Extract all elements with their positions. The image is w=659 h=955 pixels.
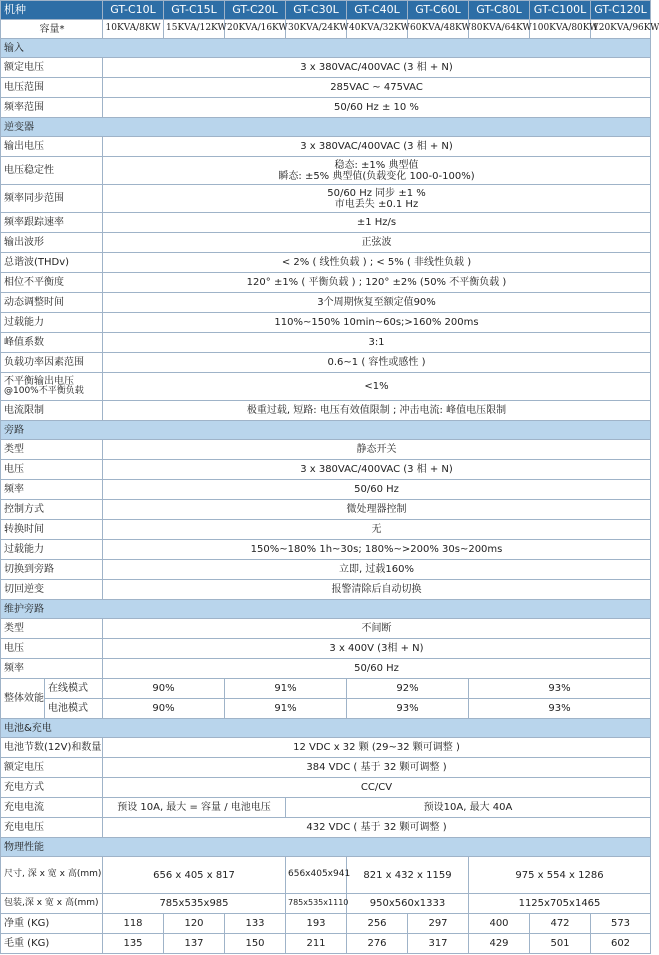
spec-value: 正弦波 bbox=[103, 233, 651, 253]
spec-row bbox=[1, 798, 651, 818]
spec-label-line: 不平衡输出电压 bbox=[4, 376, 74, 388]
spec-value: 3 x 380VAC/400VAC (3 相 + N) bbox=[103, 58, 651, 78]
efficiency-label: 整体效能 bbox=[1, 679, 45, 719]
efficiency-value: 91% bbox=[225, 679, 347, 699]
spec-label: 充电电流 bbox=[1, 798, 103, 818]
model-name: GT-C15L bbox=[164, 1, 225, 20]
net-weight-row bbox=[1, 914, 651, 934]
spec-label: 毛重 (KG) bbox=[1, 934, 103, 954]
capacity-label: 容量* bbox=[1, 20, 103, 39]
pack-value: 1125x705x1465 bbox=[469, 894, 651, 914]
model-label: 机种 bbox=[1, 1, 103, 20]
spec-value: CC/CV bbox=[103, 778, 651, 798]
spec-label: 频率同步范围 bbox=[1, 185, 103, 213]
spec-label: 额定电压 bbox=[1, 758, 103, 778]
weight-value: 137 bbox=[164, 934, 225, 954]
weight-value: 135 bbox=[103, 934, 164, 954]
spec-row bbox=[1, 273, 651, 293]
spec-row bbox=[1, 818, 651, 838]
capacity-value: 120KVA/96KW bbox=[591, 20, 651, 39]
spec-value: 50/60 Hz ± 10 % bbox=[103, 98, 651, 118]
spec-row bbox=[1, 58, 651, 78]
spec-value: 预设10A, 最大 40A bbox=[286, 798, 651, 818]
spec-label: 充电电压 bbox=[1, 818, 103, 838]
section-title: 逆变器 bbox=[1, 118, 651, 137]
spec-label: 类型 bbox=[1, 440, 103, 460]
spec-label: 尺寸, 深 x 宽 x 高(mm) bbox=[1, 857, 103, 894]
spec-label: 电压稳定性 bbox=[1, 157, 103, 185]
spec-value: 150%~180% 1h~30s; 180%~>200% 30s~200ms bbox=[103, 540, 651, 560]
spec-label: 峰值系数 bbox=[1, 333, 103, 353]
spec-row bbox=[1, 460, 651, 480]
section-title: 维护旁路 bbox=[1, 600, 651, 619]
weight-value: 400 bbox=[469, 914, 530, 934]
spec-label: 总谐波(THDv) bbox=[1, 253, 103, 273]
pack-value: 950x560x1333 bbox=[347, 894, 469, 914]
spec-row bbox=[1, 758, 651, 778]
weight-value: 150 bbox=[225, 934, 286, 954]
pack-row bbox=[1, 894, 651, 914]
spec-value: 3 x 400V (3相 + N) bbox=[103, 639, 651, 659]
model-name: GT-C60L bbox=[408, 1, 469, 20]
section-title: 物理性能 bbox=[1, 838, 651, 857]
capacity-value: 20KVA/16KW bbox=[225, 20, 286, 39]
spec-row bbox=[1, 185, 651, 213]
size-value: 975 x 554 x 1286 bbox=[469, 857, 651, 894]
spec-row bbox=[1, 373, 651, 401]
spec-row bbox=[1, 353, 651, 373]
weight-value: 472 bbox=[530, 914, 591, 934]
size-value: 821 x 432 x 1159 bbox=[347, 857, 469, 894]
spec-label: 电流限制 bbox=[1, 401, 103, 421]
model-name: GT-C10L bbox=[103, 1, 164, 20]
spec-value: ±1 Hz/s bbox=[103, 213, 651, 233]
spec-value: 微处理器控制 bbox=[103, 500, 651, 520]
weight-value: 211 bbox=[286, 934, 347, 954]
spec-value bbox=[103, 157, 651, 185]
efficiency-value: 93% bbox=[347, 699, 469, 719]
efficiency-value: 90% bbox=[103, 679, 225, 699]
spec-row bbox=[1, 293, 651, 313]
model-name: GT-C20L bbox=[225, 1, 286, 20]
section-maintenance-bypass bbox=[1, 600, 651, 619]
spec-value: 预设 10A, 最大 = 容量 / 电池电压 bbox=[103, 798, 286, 818]
spec-label: 相位不平衡度 bbox=[1, 273, 103, 293]
section-title: 输入 bbox=[1, 39, 651, 58]
spec-label: 电池节数(12V)和数量 bbox=[1, 738, 103, 758]
spec-row bbox=[1, 440, 651, 460]
model-name: GT-C100L bbox=[530, 1, 591, 20]
model-name: GT-C30L bbox=[286, 1, 347, 20]
spec-value: 432 VDC ( 基于 32 颗可调整 ) bbox=[103, 818, 651, 838]
spec-value-line: 稳态: ±1% 典型值 bbox=[334, 159, 419, 171]
capacity-row bbox=[1, 20, 651, 39]
efficiency-value: 93% bbox=[469, 699, 651, 719]
weight-value: 193 bbox=[286, 914, 347, 934]
spec-value: 12 VDC x 32 颗 (29~32 颗可调整 ) bbox=[103, 738, 651, 758]
spec-value: 384 VDC ( 基于 32 颗可调整 ) bbox=[103, 758, 651, 778]
model-name: GT-C80L bbox=[469, 1, 530, 20]
weight-value: 573 bbox=[591, 914, 651, 934]
weight-value: 276 bbox=[347, 934, 408, 954]
spec-row bbox=[1, 778, 651, 798]
spec-row bbox=[1, 619, 651, 639]
capacity-value: 30KVA/24KW bbox=[286, 20, 347, 39]
spec-row bbox=[1, 738, 651, 758]
spec-value: 3 x 380VAC/400VAC (3 相 + N) bbox=[103, 137, 651, 157]
spec-value: 50/60 Hz bbox=[103, 480, 651, 500]
spec-label: 额定电压 bbox=[1, 58, 103, 78]
spec-value: 50/60 Hz bbox=[103, 659, 651, 679]
pack-value: 785x535x985 bbox=[103, 894, 286, 914]
spec-row bbox=[1, 580, 651, 600]
spec-value: 静态开关 bbox=[103, 440, 651, 460]
weight-value: 120 bbox=[164, 914, 225, 934]
efficiency-value: 92% bbox=[347, 679, 469, 699]
spec-label: 切换到旁路 bbox=[1, 560, 103, 580]
pack-value: 785x535x1110 bbox=[286, 894, 347, 914]
spec-label-line: @100%不平衡负载 bbox=[4, 386, 84, 397]
gross-weight-row bbox=[1, 934, 651, 954]
capacity-value: 100KVA/80KW bbox=[530, 20, 591, 39]
spec-row bbox=[1, 78, 651, 98]
section-physical bbox=[1, 838, 651, 857]
section-title: 旁路 bbox=[1, 421, 651, 440]
spec-value: 立即, 过载160% bbox=[103, 560, 651, 580]
spec-value: 110%~150% 10min~60s;>160% 200ms bbox=[103, 313, 651, 333]
spec-label: 输出电压 bbox=[1, 137, 103, 157]
efficiency-row-online bbox=[1, 679, 651, 699]
spec-value: 报警清除后自动切换 bbox=[103, 580, 651, 600]
spec-row bbox=[1, 500, 651, 520]
spec-label bbox=[1, 373, 103, 401]
spec-label: 充电方式 bbox=[1, 778, 103, 798]
spec-row bbox=[1, 540, 651, 560]
spec-label: 频率范围 bbox=[1, 98, 103, 118]
spec-row bbox=[1, 137, 651, 157]
capacity-value: 10KVA/8KW bbox=[103, 20, 164, 39]
spec-label: 转换时间 bbox=[1, 520, 103, 540]
spec-row bbox=[1, 333, 651, 353]
spec-label: 频率 bbox=[1, 480, 103, 500]
spec-row bbox=[1, 313, 651, 333]
section-bypass bbox=[1, 421, 651, 440]
section-input bbox=[1, 39, 651, 58]
efficiency-value: 91% bbox=[225, 699, 347, 719]
spec-label: 动态调整时间 bbox=[1, 293, 103, 313]
weight-value: 133 bbox=[225, 914, 286, 934]
spec-value: 0.6~1 ( 容性或感性 ) bbox=[103, 353, 651, 373]
spec-label: 包装,深 x 宽 x 高(mm) bbox=[1, 894, 103, 914]
spec-label: 频率 bbox=[1, 659, 103, 679]
spec-label: 频率跟踪速率 bbox=[1, 213, 103, 233]
spec-row bbox=[1, 253, 651, 273]
size-row bbox=[1, 857, 651, 894]
spec-label: 电压 bbox=[1, 460, 103, 480]
spec-row bbox=[1, 520, 651, 540]
capacity-value: 60KVA/48KW bbox=[408, 20, 469, 39]
spec-row bbox=[1, 480, 651, 500]
spec-row bbox=[1, 659, 651, 679]
capacity-value: 40KVA/32KW bbox=[347, 20, 408, 39]
spec-label: 类型 bbox=[1, 619, 103, 639]
spec-value: 285VAC ~ 475VAC bbox=[103, 78, 651, 98]
spec-value: 无 bbox=[103, 520, 651, 540]
spec-value bbox=[103, 185, 651, 213]
spec-label: 输出波形 bbox=[1, 233, 103, 253]
section-inverter bbox=[1, 118, 651, 137]
size-value: 656x405x941 bbox=[286, 857, 347, 894]
model-header-row bbox=[1, 1, 651, 20]
spec-label: 控制方式 bbox=[1, 500, 103, 520]
spec-label: 电压范围 bbox=[1, 78, 103, 98]
spec-row bbox=[1, 560, 651, 580]
section-title: 电池&充电 bbox=[1, 719, 651, 738]
spec-label: 电压 bbox=[1, 639, 103, 659]
spec-value: < 2% ( 线性负载 ) ; < 5% ( 非线性负载 ) bbox=[103, 253, 651, 273]
spec-value: 3 x 380VAC/400VAC (3 相 + N) bbox=[103, 460, 651, 480]
weight-value: 118 bbox=[103, 914, 164, 934]
spec-label: 负载功率因素范围 bbox=[1, 353, 103, 373]
spec-value-line: 50/60 Hz 同步 ±1 % bbox=[327, 187, 426, 199]
model-name: GT-C40L bbox=[347, 1, 408, 20]
spec-row bbox=[1, 213, 651, 233]
spec-value: 120° ±1% ( 平衡负载 ) ; 120° ±2% (50% 不平衡负载 ) bbox=[103, 273, 651, 293]
model-name: GT-C120L bbox=[591, 1, 651, 20]
weight-value: 317 bbox=[408, 934, 469, 954]
spec-value-line: 瞬态: ±5% 典型值(负载变化 100-0-100%) bbox=[278, 170, 475, 182]
weight-value: 297 bbox=[408, 914, 469, 934]
efficiency-mode-label: 在线模式 bbox=[45, 679, 103, 699]
spec-row bbox=[1, 401, 651, 421]
spec-value: 3个周期恢复至额定值90% bbox=[103, 293, 651, 313]
spec-label: 净重 (KG) bbox=[1, 914, 103, 934]
spec-row bbox=[1, 157, 651, 185]
spec-value-line: 市电丢失 ±0.1 Hz bbox=[334, 198, 419, 210]
spec-value: 3:1 bbox=[103, 333, 651, 353]
capacity-value: 15KVA/12KW bbox=[164, 20, 225, 39]
size-value: 656 x 405 x 817 bbox=[103, 857, 286, 894]
weight-value: 256 bbox=[347, 914, 408, 934]
efficiency-value: 90% bbox=[103, 699, 225, 719]
capacity-value: 80KVA/64KW bbox=[469, 20, 530, 39]
efficiency-mode-label: 电池模式 bbox=[45, 699, 103, 719]
spec-label: 过载能力 bbox=[1, 313, 103, 333]
weight-value: 429 bbox=[469, 934, 530, 954]
section-battery bbox=[1, 719, 651, 738]
spec-label: 过载能力 bbox=[1, 540, 103, 560]
spec-label: 切回逆变 bbox=[1, 580, 103, 600]
weight-value: 501 bbox=[530, 934, 591, 954]
spec-value: 极重过载, 短路: 电压有效值限制 ; 冲击电流: 峰值电压限制 bbox=[103, 401, 651, 421]
efficiency-row-battery bbox=[1, 699, 651, 719]
spec-row bbox=[1, 233, 651, 253]
spec-value: 不间断 bbox=[103, 619, 651, 639]
efficiency-value: 93% bbox=[469, 679, 651, 699]
spec-row bbox=[1, 98, 651, 118]
spec-value: <1% bbox=[103, 373, 651, 401]
spec-row bbox=[1, 639, 651, 659]
weight-value: 602 bbox=[591, 934, 651, 954]
